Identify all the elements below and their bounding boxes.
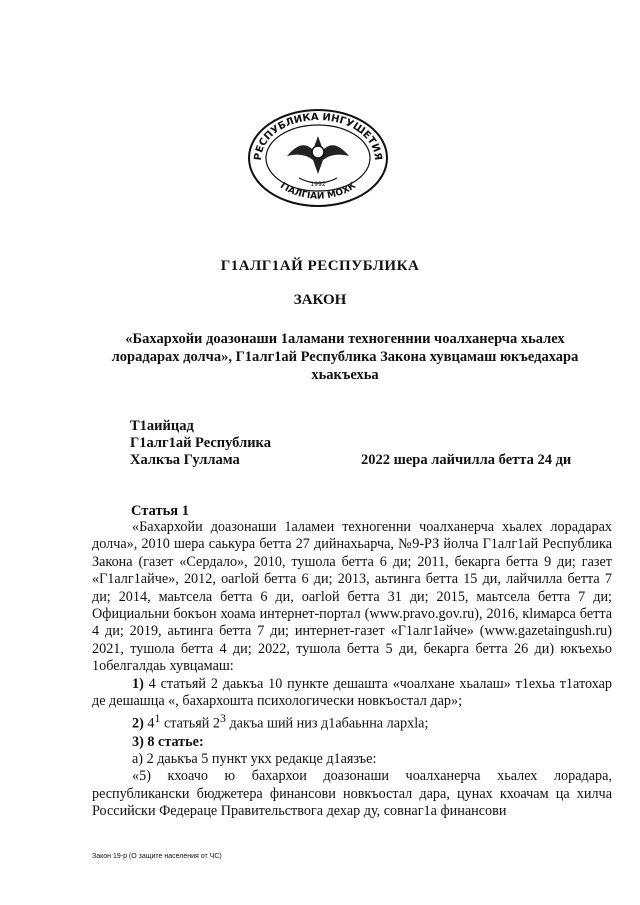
adopting-body-line: Халкъа Гуллама <box>130 452 240 468</box>
footer-note: Закон 19-р (О защите населения от ЧС) <box>92 853 222 860</box>
law-title-line: хьакъехьа <box>311 367 379 383</box>
law-title-line: «Бахархойи доазонаши 1аламани техногеннии чоалханерча хьалех <box>125 331 565 347</box>
sub-item: а) 2 даькъа 5 пункт укх редакце д1аязъе: <box>132 751 377 768</box>
emblem-top-text: РЕСПУБЛИКА ИНГУШЕТИЯ <box>252 111 384 161</box>
republic-heading: Г1АЛГ1АЙ РЕСПУБЛИКА <box>220 258 420 274</box>
list-item <box>92 676 612 711</box>
law-title <box>95 330 595 384</box>
superscript: 3 <box>219 711 226 726</box>
adopting-body-line: Г1алг1ай Республика <box>130 435 271 451</box>
list-text: 4 статьяй 2 даькъа 10 пункте дешашта «чоалхане хьалаш» т1ехьа т1атохар де дешашца «, бахархошта психологически новкъостал дар»; <box>92 675 612 710</box>
adopting-body-line: Т1аийцад <box>130 418 194 434</box>
republic-emblem <box>247 108 389 208</box>
emblem-bottom-text: ГIАЛГIАЙ МОХК <box>278 180 358 202</box>
article-paragraph: «Бахархойи доазонаши 1аламеи техногенни чоалханерча хьалех лорадарах долча», 2010 шера саькура бетта 27 дийнахьарча, №9-РЗ йолча Г1алг1ай Республика Закона (газет «Сердало», 2010, тушола бетта 6 ди; 2011, бекарга бетта 9 ди; газет «Г1алг1айче», 2012, оагlой бетта 6 ди; 2013, аьтинга бетта 15 ди, лайчилла бетта 7 ди; 2014, маьтсела бетта 6 ди, оагlой бетта 31 ди; 2015, маьтсела бетта 7 ди; Официальни бокъон хоама интернет-портал (www.pravo.gov.ru), 2016, кlимарса бетта 4 ди; 2019, аьтинга бетта 7 ди; интернет-газет «Г1алг1айче» (www.gazetaingush.ru) 2021, тушола бетта 4 ди; 2022, тушола бетта 5 ди, бекарга бетта 26 ди) юкъехьо 1обелгалдаь хувцамаш: <box>92 519 612 675</box>
emblem-year: 1992 <box>310 181 326 188</box>
list-text: статьяй <box>163 716 210 733</box>
list-text: дакъа ший низ д1абаьнна лархlа; <box>229 716 429 733</box>
superscript: 1 <box>154 711 161 726</box>
list-item <box>92 710 612 733</box>
adoption-date: 2022 шера лайчилла бетта 24 ди <box>361 452 572 468</box>
adopting-body <box>130 418 271 469</box>
list-number: 3) <box>132 733 144 750</box>
doc-type-heading: ЗАКОН <box>293 292 347 308</box>
list-number: 2) <box>132 716 144 733</box>
quoted-paragraph: «5) кхоачо ю бахархои доазонаши чоалханерча хьалех лорадара, республикански бюджетера финансови новкъостал дара, цунах кхоачам ца хилча Российски Федераце Правительствога дехар ду, совнаг1а финансови <box>92 768 612 820</box>
list-text: 8 статье: <box>147 733 204 750</box>
emblem-icon <box>247 108 389 208</box>
article-number: 4 <box>147 716 155 733</box>
article-heading: Статья 1 <box>131 503 189 519</box>
law-title-line: лорадарах долча», Г1алг1ай Республика Закона хувцамаш юкъедахара <box>111 349 579 365</box>
part-number: 2 <box>212 716 220 733</box>
list-item <box>92 734 612 751</box>
article-body <box>92 519 612 821</box>
list-number: 1) <box>132 675 144 692</box>
